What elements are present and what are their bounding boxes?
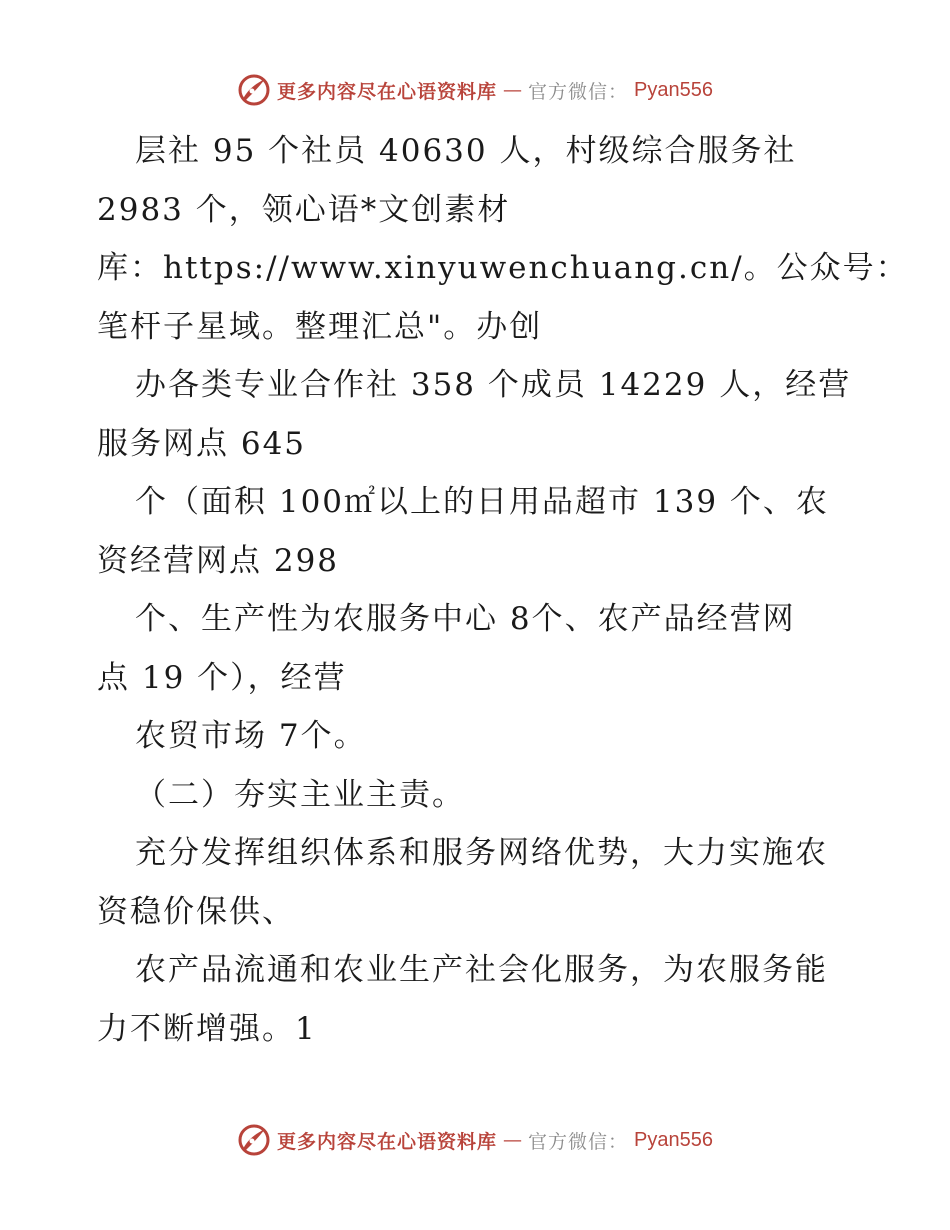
text-line: （二）夯实主业主责。 <box>135 776 465 813</box>
watermark-group <box>237 73 713 107</box>
text-line: 力不断增强。1 <box>97 1010 317 1047</box>
text-line: 点 19 个），经营 <box>97 659 347 696</box>
text-line: 农贸市场 7个。 <box>135 718 367 754</box>
pen-logo-icon <box>237 73 271 107</box>
watermark-dash: — <box>503 1129 523 1151</box>
pen-logo-icon <box>237 1123 271 1157</box>
watermark-group <box>237 1123 713 1157</box>
text-line: 个、生产性为农服务中心 8个、农产品经营网 <box>135 601 796 637</box>
text-line: 笔杆子星域。整理汇总"。办创 <box>97 308 543 345</box>
text-line: 层社 95 个社员 40630 人，村级综合服务社 <box>135 133 797 169</box>
text-line: 个（面积 100㎡以上的日用品超市 139 个、农 <box>135 484 829 520</box>
watermark-banner-top <box>0 70 950 110</box>
text-line: 充分发挥组织体系和服务网络优势，大力实施农 <box>135 835 828 871</box>
watermark-wechat-id: Pyan556 <box>634 1128 713 1151</box>
watermark-text: 更多内容尽在心语资料库 <box>277 1130 498 1153</box>
text-line: 办各类专业合作社 358 个成员 14229 人，经营 <box>135 367 852 403</box>
text-line: 资经营网点 298 <box>97 542 340 579</box>
watermark-wechat-id: Pyan556 <box>634 78 713 101</box>
text-line: 库：https://www.xinyuwenchuang.cn/。公众号： <box>97 250 909 286</box>
text-line: 农产品流通和农业生产社会化服务，为农服务能 <box>135 952 828 988</box>
watermark-label: 官方微信： <box>528 80 629 103</box>
text-line: 资稳价保供、 <box>97 893 295 930</box>
text-line: 2983 个，领心语*文创素材 <box>97 191 511 228</box>
text-line: 服务网点 645 <box>97 425 307 462</box>
watermark-text: 更多内容尽在心语资料库 <box>277 80 498 103</box>
document-body <box>97 122 909 1058</box>
watermark-dash: — <box>503 79 523 101</box>
watermark-banner-bottom <box>0 1120 950 1160</box>
watermark-label: 官方微信： <box>528 1130 629 1153</box>
